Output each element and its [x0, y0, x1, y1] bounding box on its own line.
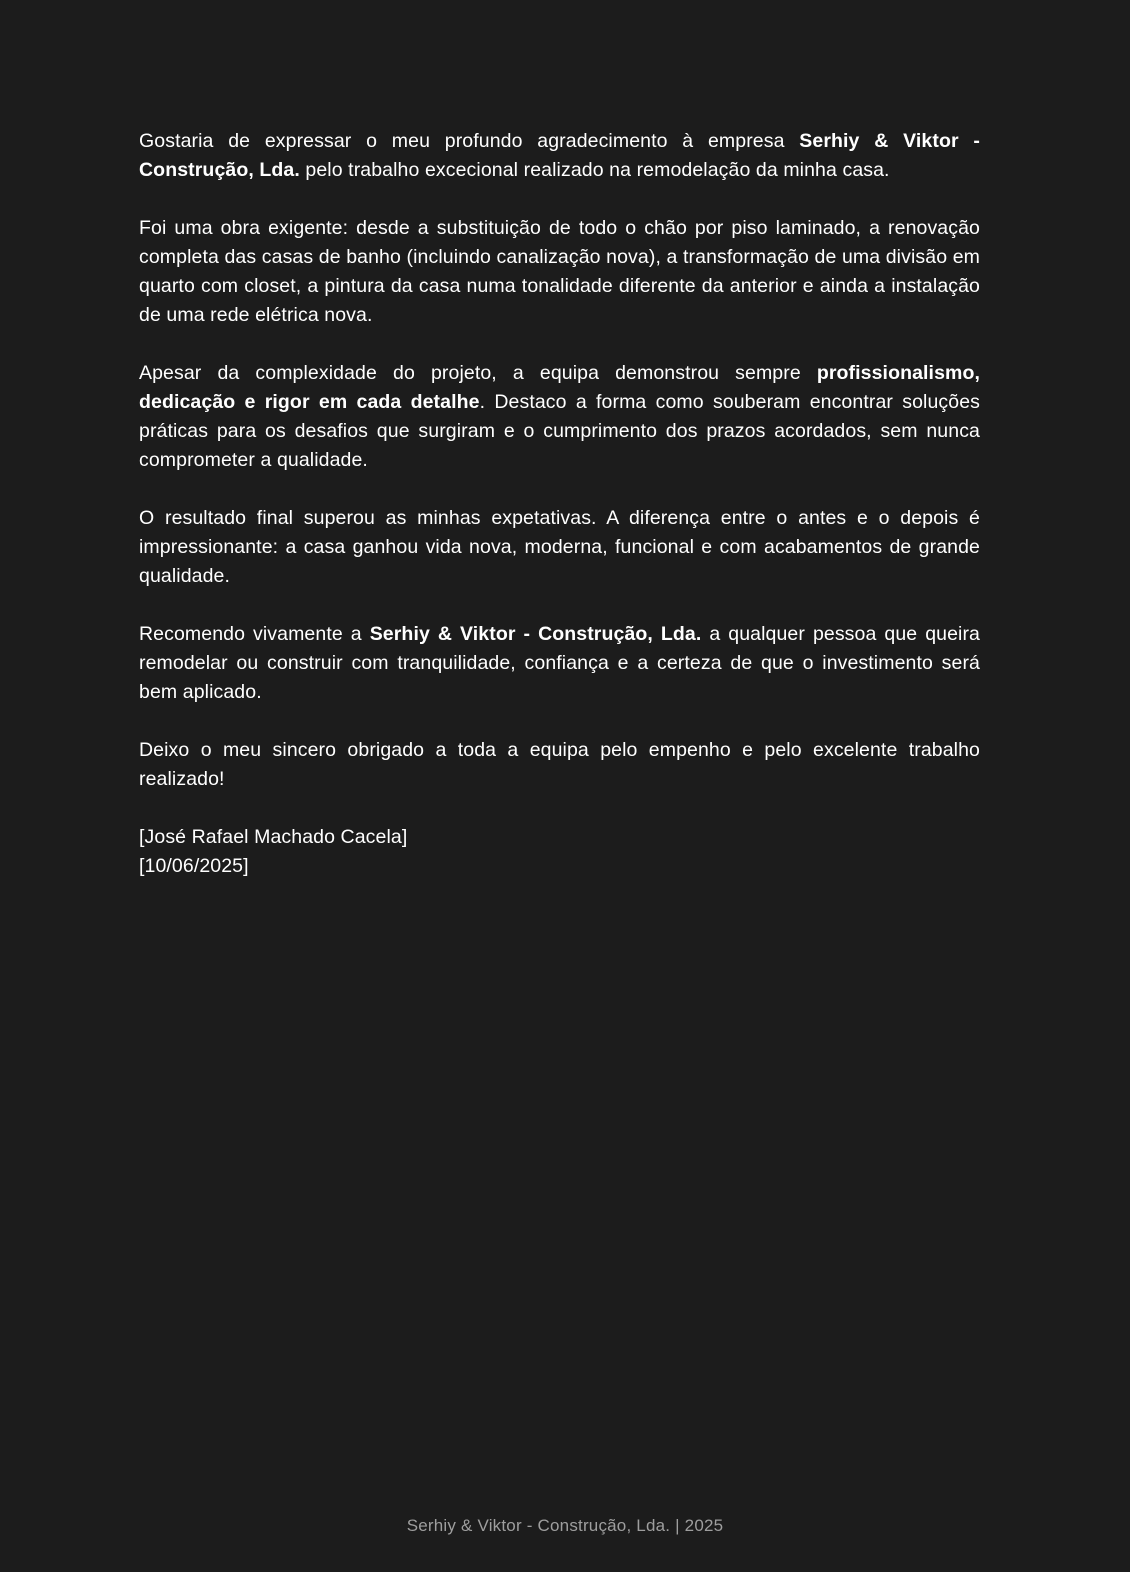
signature-name: [José Rafael Machado Cacela] — [139, 826, 408, 848]
company-name-bold: Serhiy & Viktor - Construção, Lda. — [139, 130, 980, 181]
footer — [0, 1515, 1130, 1537]
footer-text: Serhiy & Viktor - Construção, Lda. | 2025 — [406, 1516, 724, 1535]
text-run: Gostaria de expressar o meu profundo agradecimento à empresa — [139, 130, 800, 152]
signature-block — [139, 823, 980, 881]
text-run: pelo trabalho excecional realizado na remodelação da minha casa. — [299, 159, 890, 181]
text-run: Foi uma obra exigente: desde a substituição de todo o chão por piso laminado, a renovação completa das casas de banho (incluindo canalização nova), a transformação de uma divisão em quarto com closet, a pintura da casa numa tonalidade diferente da anterior e ainda a instalação de uma rede elétrica nova. — [139, 217, 980, 326]
paragraph-thanks — [139, 736, 980, 794]
letter-body — [139, 127, 980, 881]
signature-date: [10/06/2025] — [139, 855, 249, 877]
qualities-bold: profissionalismo, dedicação e rigor em cada detalhe — [139, 362, 980, 413]
paragraph-recommendation — [139, 620, 980, 707]
text-run: a qualquer pessoa que queira remodelar ou construir com tranquilidade, confiança e a certeza de que o investimento será bem aplicado. — [139, 623, 980, 703]
paragraph-result — [139, 504, 980, 591]
text-run: Deixo o meu sincero obrigado a toda a equipa pelo empenho e pelo excelente trabalho realizado! — [139, 739, 980, 790]
text-run: O resultado final superou as minhas expetativas. A diferença entre o antes e o depois é impressionante: a casa ganhou vida nova, moderna, funcional e com acabamentos de grande qualidade. — [139, 507, 980, 587]
paragraph-team-qualities — [139, 359, 980, 475]
paragraph-gratitude — [139, 127, 980, 185]
text-run: Apesar da complexidade do projeto, a equipa demonstrou sempre — [139, 362, 817, 384]
company-name-bold: Serhiy & Viktor - Construção, Lda. — [369, 623, 702, 645]
text-run: . Destaco a forma como souberam encontrar soluções práticas para os desafios que surgiram e o cumprimento dos prazos acordados, sem nunca comprometer a qualidade. — [139, 391, 980, 471]
paragraph-project-scope — [139, 214, 980, 330]
text-run: Recomendo vivamente a — [139, 623, 370, 645]
